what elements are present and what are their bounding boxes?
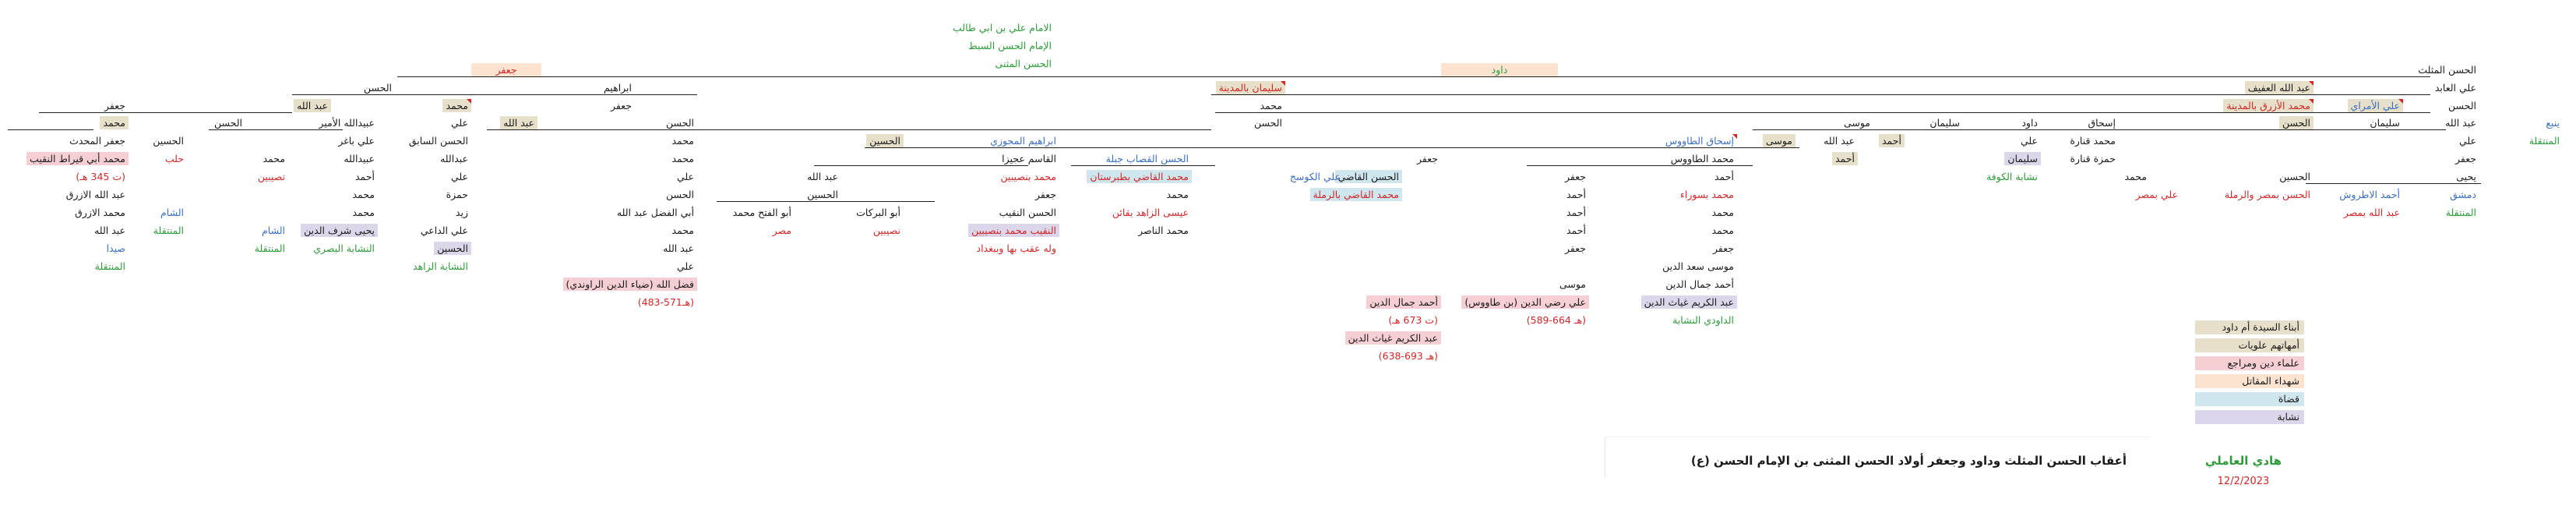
tree-node: محمد القاضي بالرملة <box>1310 188 1402 201</box>
tree-node: عيسى الزاهد بقائن <box>1112 207 1189 218</box>
legend-item: شهداء المقاتل <box>2195 374 2304 388</box>
tree-node: جعفر المحدث <box>69 135 125 147</box>
tree-node: زيد <box>455 207 468 218</box>
tree-node: سليمان <box>1929 117 1960 129</box>
tree-node: الحسن <box>213 117 242 129</box>
connector-line <box>1071 165 1215 166</box>
tree-node: (483-571هـ) <box>637 296 694 308</box>
tree-node: عبد الله <box>94 225 125 236</box>
tree-node: سليمان <box>2004 152 2041 165</box>
author-name: هادي العاملي <box>2204 454 2282 468</box>
tree-node: ابراهيم <box>603 82 632 94</box>
connector-line <box>1211 94 2430 95</box>
tree-node: جعفر <box>1565 242 1586 254</box>
chart-title: أعقاب الحسن المثلث وداود وجعفر أولاد الحسن المثنى بن الإمام الحسن (ع) <box>1690 454 2127 468</box>
connector-line <box>39 112 292 113</box>
tree-node: جعفر <box>1417 153 1438 165</box>
tree-node: عبد الكريم غياث الدين <box>1641 295 1737 309</box>
tree-node: عبد الله بمصر <box>2343 207 2400 218</box>
comment-flag-icon <box>1732 134 1737 139</box>
tree-node: الحسن القاضي <box>1335 170 1402 183</box>
tree-node: محمد الطاووس <box>1670 153 1734 165</box>
tree-node: محمد الازرق <box>75 207 125 218</box>
tree-node: موسى <box>1763 134 1795 147</box>
tree-node: الشام <box>160 207 184 218</box>
tree-node: محمد <box>1711 225 1734 236</box>
connector-line <box>1215 112 2430 113</box>
comment-flag-icon <box>1281 81 1285 86</box>
tree-node: أبو الفتح محمد <box>732 207 791 218</box>
tree-node: محمد الناصر <box>1138 225 1189 236</box>
legend-item: نشابة <box>2195 410 2304 424</box>
tree-node: محمد <box>671 225 694 236</box>
tree-node: عبد الله <box>663 242 694 254</box>
tree-node: أحمد <box>1879 134 1905 147</box>
tree-node: جعفر <box>2455 153 2476 165</box>
lineage-line-0: الامام علي بن ابي طالب <box>953 22 1052 34</box>
tree-node: محمد بنصيبين <box>1000 171 1056 182</box>
tree-node: محمد قنارة <box>2070 135 2116 147</box>
tree-node: إسحاق <box>2088 117 2116 129</box>
tree-node: علي <box>676 260 694 272</box>
tree-node: الحسين <box>153 135 184 147</box>
tree-node: يحيى <box>2456 171 2476 182</box>
tree-node: النشابة البصري <box>313 242 375 254</box>
tree-node: علي الكوسج <box>1289 171 1341 182</box>
tree-node: علي الأمراي <box>2348 99 2403 112</box>
tree-node: عبد الكريم غياث الدين <box>1345 331 1441 345</box>
legend-item: أبناء السيدة أم داود <box>2195 320 2304 334</box>
tree-node: جعفر <box>611 100 632 111</box>
tree-node: المنتقلة <box>94 260 125 272</box>
tree-node: محمد أبي قيراط النقيب <box>26 152 129 165</box>
tree-node: الداودي النشابة <box>1672 314 1734 326</box>
tree-node: نصيبين <box>872 225 900 236</box>
tree-node: عبيدالله الأمير <box>319 117 375 129</box>
tree-node: جعفر <box>1713 242 1734 254</box>
tree-node: علي بمصر <box>2135 189 2178 200</box>
tree-node: الحسين <box>2279 171 2310 182</box>
tree-node: الحسن <box>665 189 694 200</box>
tree-node: محمد القاضي بطبرستان <box>1087 170 1192 183</box>
tree-node: عبيدالله <box>344 153 375 165</box>
connector-line <box>1527 165 1753 166</box>
tree-node: محمد <box>2124 171 2147 182</box>
tree-node: موسى <box>1843 117 1870 129</box>
tree-node: المنتقلة <box>153 225 184 236</box>
tree-node: محمد <box>1711 207 1734 218</box>
tree-node: علي <box>2458 135 2476 147</box>
tree-node: وله عقب بها وببغداد <box>976 242 1056 254</box>
tree-node: علي <box>676 171 694 182</box>
tree-node: محمد <box>442 99 471 112</box>
tree-node: المنتقلة <box>254 242 285 254</box>
connector-line <box>8 129 93 130</box>
connector-line <box>717 201 935 202</box>
tree-node: محمد الأزرق بالمدينة <box>2223 99 2313 112</box>
comment-flag-icon <box>467 99 471 104</box>
tree-node: حمزة قنارة <box>2070 153 2116 165</box>
tree-node: أحمد <box>1832 152 1858 165</box>
tree-node: الحسن <box>1253 117 1282 129</box>
tree-node: أحمد الاطروش <box>2339 189 2400 200</box>
tree-node: أبي الفضل عبد الله <box>616 207 694 218</box>
tree-node: علي العابد <box>2434 82 2476 94</box>
chart-date: 12/2/2023 <box>2217 476 2270 487</box>
tree-node: محمد <box>1260 100 1282 111</box>
tree-node: الحسن <box>2279 116 2313 129</box>
tree-node: فضل الله (ضياء الدين الراوندي) <box>563 278 697 291</box>
tree-node: أبو البركات <box>856 207 900 218</box>
tree-node: محمد <box>352 189 375 200</box>
tree-node: محمد <box>671 135 694 147</box>
branch-header: الحسن <box>363 82 393 94</box>
tree-node: نصيبين <box>257 171 285 182</box>
tree-node: عبد الله <box>2445 117 2476 129</box>
tree-node: أحمد <box>1714 171 1734 182</box>
tree-node: علي باغر <box>338 135 375 147</box>
tree-node: الحسن المثلث <box>2418 64 2476 76</box>
legend-item: قضاة <box>2195 392 2304 406</box>
tree-node: يحيى شرف الدين <box>301 224 378 237</box>
tree-node: عبد الله الازرق <box>65 189 125 200</box>
connector-line <box>865 147 1799 148</box>
tree-node: علي <box>450 117 468 129</box>
tree-node: محمد <box>1166 189 1189 200</box>
tree-node: علي <box>2020 135 2038 147</box>
tree-node: جعفر <box>104 100 125 111</box>
tree-node: القاسم عجيزا <box>1002 153 1056 165</box>
tree-node: أحمد جمال الدين <box>1366 295 1441 309</box>
connector-line <box>814 165 1028 166</box>
connector-line <box>1753 129 2446 130</box>
tree-node: الحسين <box>807 189 838 200</box>
connector-line <box>487 129 1211 130</box>
tree-node: الحسين <box>866 134 904 147</box>
connector-line <box>292 94 697 95</box>
tree-node: أحمد <box>1566 189 1586 200</box>
connector-line <box>209 129 343 130</box>
lineage-line-2: الحسن المثنى <box>995 58 1052 69</box>
tree-node: (638-693 هـ) <box>1378 350 1438 362</box>
tree-node: أحمد <box>1566 207 1586 218</box>
tree-node: الحسن النقيب <box>999 207 1056 218</box>
tree-node: المنتقلة <box>2528 135 2560 147</box>
comment-flag-icon <box>2309 99 2313 104</box>
tree-node: حلب <box>164 153 184 165</box>
connector-line <box>397 76 2430 77</box>
tree-node: النشابة الزاهد <box>413 260 468 272</box>
tree-node: نشابة الكوفة <box>1986 171 2038 182</box>
tree-node: عبد الله <box>807 171 838 182</box>
tree-node: علي الداعي <box>420 225 468 236</box>
branch-header: جعفر <box>471 63 541 76</box>
tree-node: (ت 345 هـ) <box>76 171 125 182</box>
tree-node: مصر <box>772 225 791 236</box>
tree-node: عبد الله <box>294 99 331 112</box>
tree-node: (ت 673 هـ) <box>1388 314 1438 326</box>
tree-node: محمد <box>100 116 129 129</box>
legend-item: أمهاتهم علويات <box>2195 338 2304 352</box>
comment-flag-icon <box>2398 99 2403 104</box>
tree-node: الحسن <box>2447 100 2476 111</box>
tree-node: الحسن <box>665 117 694 129</box>
tree-node: موسى سعد الدين <box>1662 260 1734 272</box>
tree-node: أحمد <box>1566 225 1586 236</box>
tree-node: محمد بسوراء <box>1679 189 1734 200</box>
tree-node: جعفر <box>1035 189 1056 200</box>
connector-line <box>2306 183 2481 184</box>
tree-node: جعفر <box>1565 171 1586 182</box>
tree-node: الحسن السابق <box>408 135 468 147</box>
lineage-line-1: الإمام الحسن السبط <box>968 40 1052 51</box>
tree-node: الحسن القصاب جبلة <box>1105 153 1189 165</box>
branch-header: داود <box>1441 63 1558 76</box>
tree-node: (589-664 هـ) <box>1526 314 1586 326</box>
tree-node: عبدالله <box>440 153 468 165</box>
tree-node: عبد الله <box>1824 135 1855 147</box>
tree-node: ابراهيم المجوزي <box>990 135 1056 147</box>
tree-node: الحسن بمصر والرملة <box>2224 189 2310 200</box>
tree-node: موسى <box>1559 278 1586 290</box>
tree-node: دمشق <box>2450 189 2476 200</box>
tree-node: حمزة <box>446 189 468 200</box>
tree-node: سليمان <box>2370 117 2400 129</box>
tree-node: علي <box>450 171 468 182</box>
tree-node: داود <box>2021 117 2038 129</box>
tree-node: صيدا <box>106 242 125 254</box>
tree-node: أحمد جمال الدين <box>1665 278 1734 290</box>
comment-flag-icon <box>2309 81 2313 86</box>
tree-node: إسحاق الطاووس <box>1662 134 1737 147</box>
tree-node: النقيب محمد بنصيبين <box>968 224 1059 237</box>
tree-node: أحمد <box>355 171 375 182</box>
tree-node: محمد <box>352 207 375 218</box>
tree-node: المنتقلة <box>2445 207 2476 218</box>
tree-node: عبد الله <box>500 116 537 129</box>
tree-node: الشام <box>262 225 285 236</box>
tree-node: الحسين <box>434 242 471 255</box>
tree-node: سليمان بالمدينة <box>1216 81 1285 94</box>
tree-node: عبد الله العفيف <box>2245 81 2313 94</box>
tree-node: ينبع <box>2546 117 2560 129</box>
tree-node: محمد <box>263 153 285 165</box>
tree-node: علي رضي الدين (بن طاووس) <box>1461 295 1589 309</box>
legend-item: علماء دين ومراجع <box>2195 356 2304 370</box>
tree-node: محمد <box>671 153 694 165</box>
